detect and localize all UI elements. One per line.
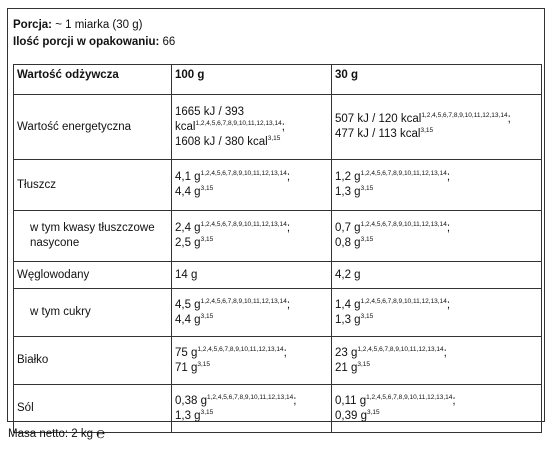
footnote-refs: 1,2,4,5,6,7,8,9,10,11,12,13,14 — [200, 221, 287, 228]
value-line — [175, 236, 328, 251]
footnote-refs: 1,2,4,5,6,7,8,9,10,11,12,13,14 — [360, 170, 447, 177]
footnote-refs: 1,2,4,5,6,7,8,9,10,11,12,13,14 — [421, 112, 508, 119]
value-line — [335, 361, 538, 376]
footnote-refs: 1,2,4,5,6,7,8,9,10,11,12,13,14 — [200, 297, 287, 305]
value-amount: 21 g — [335, 361, 358, 374]
value-amount: 4,5 g — [175, 298, 201, 311]
value-line — [175, 394, 328, 409]
value-per-100g — [172, 211, 332, 262]
value-per-30g — [332, 337, 542, 385]
value-amount: 14 g — [175, 268, 198, 281]
value-per-30g — [332, 95, 542, 160]
value-amount: 1608 kJ / 380 kcal — [175, 135, 268, 148]
net-mass-text: Masa netto: 2 kg — [8, 428, 94, 440]
value-per-100g — [172, 289, 332, 337]
value-line — [335, 170, 538, 185]
value-amount: 4,4 g — [175, 313, 201, 326]
value-separator: ; — [443, 346, 447, 359]
value-per-100g — [172, 95, 332, 160]
value-separator: ; — [507, 113, 511, 125]
value-amount: 0,38 g — [175, 394, 207, 407]
value-line — [175, 409, 328, 424]
value-line — [175, 298, 328, 313]
value-amount: 0,7 g — [335, 222, 361, 234]
nutrition-panel — [7, 8, 545, 422]
value-per-100g — [172, 385, 332, 433]
value-line — [175, 185, 328, 200]
value-per-30g — [332, 289, 542, 337]
value-amount: 507 kJ / 120 kcal — [335, 113, 422, 125]
estimated-e-icon: ℮ — [96, 425, 106, 442]
nutrient-name: Węglowodany — [14, 262, 172, 289]
value-amount: 75 g — [175, 346, 198, 359]
footnote-refs: 3,15 — [357, 360, 371, 368]
value-amount: 2,4 g — [175, 222, 201, 234]
value-per-100g — [172, 337, 332, 385]
header-per-100g: 100 g — [172, 65, 332, 95]
value-separator: ; — [452, 394, 456, 407]
value-amount: 23 g — [335, 346, 358, 359]
value-amount: 1,3 g — [335, 186, 361, 198]
footnote-refs: 1,2,4,5,6,7,8,9,10,11,12,13,14 — [195, 119, 282, 127]
header-nutrient: Wartość odżywcza — [14, 65, 172, 95]
value-amount: 4,4 g — [175, 186, 201, 198]
portion-label: Porcja: — [13, 19, 52, 31]
value-amount: 0,39 g — [335, 409, 367, 422]
table-row — [14, 337, 542, 385]
value-line — [175, 361, 328, 376]
value-amount: 1,4 g — [335, 298, 361, 311]
value-amount: 1,3 g — [335, 313, 361, 326]
value-line — [335, 221, 538, 236]
value-line — [175, 105, 328, 135]
value-separator: ; — [286, 222, 291, 234]
table-row — [14, 95, 542, 160]
value-per-30g — [332, 262, 542, 289]
value-line — [175, 313, 328, 328]
servings-count-label: Ilość porcji w opakowaniu: — [13, 36, 160, 48]
value-amount: 71 g — [175, 361, 198, 374]
value-line — [335, 394, 538, 409]
value-per-30g — [332, 385, 542, 433]
value-line — [335, 313, 538, 328]
footnote-refs: 1,2,4,5,6,7,8,9,10,11,12,13,14 — [197, 345, 284, 353]
footnote-refs: 1,2,4,5,6,7,8,9,10,11,12,13,14 — [360, 297, 447, 305]
value-per-100g — [172, 160, 332, 211]
table-row — [14, 262, 542, 289]
value-line — [335, 185, 538, 200]
footnote-refs: 1,2,4,5,6,7,8,9,10,11,12,13,14 — [206, 393, 294, 401]
footnote-refs: 3,15 — [200, 185, 214, 192]
nutrient-name: w tym kwasy tłuszczowe nasycone — [14, 211, 172, 262]
value-per-100g — [172, 262, 332, 289]
value-line — [335, 346, 538, 361]
table-row — [14, 289, 542, 337]
value-line — [175, 268, 328, 283]
value-line — [175, 346, 328, 361]
value-line — [335, 409, 538, 424]
nutrient-name: w tym cukry — [14, 289, 172, 337]
footnote-refs: 1,2,4,5,6,7,8,9,10,11,12,13,14 — [357, 345, 444, 353]
value-separator: ; — [446, 171, 451, 183]
value-separator: ; — [286, 171, 291, 183]
value-line — [175, 221, 328, 236]
footnote-refs: 3,15 — [200, 408, 214, 416]
footnote-refs: 3,15 — [360, 185, 374, 192]
table-row — [14, 160, 542, 211]
footnote-refs: 3,15 — [197, 360, 211, 368]
footnote-refs: 1,2,4,5,6,7,8,9,10,11,12,13,14 — [200, 170, 287, 177]
value-amount: 1665 kJ / 393 kcal — [175, 105, 245, 133]
footnote-refs: 3,15 — [420, 127, 434, 134]
nutrient-name: Sól — [14, 385, 172, 433]
value-line — [335, 298, 538, 313]
value-separator: ; — [293, 394, 297, 407]
value-amount: 2,5 g — [175, 237, 201, 249]
value-line — [335, 127, 538, 142]
value-separator: ; — [446, 298, 451, 311]
servings-count-line — [13, 34, 175, 51]
nutrient-name: Białko — [14, 337, 172, 385]
value-amount: 477 kJ / 113 kcal — [335, 128, 421, 140]
footnote-refs: 3,15 — [360, 236, 374, 243]
servings-count-value: 66 — [162, 36, 176, 48]
nutrient-name: Tłuszcz — [14, 160, 172, 211]
value-amount: 1,3 g — [175, 409, 201, 422]
value-line — [335, 236, 538, 251]
footnote-refs: 3,15 — [200, 312, 214, 320]
value-per-30g — [332, 160, 542, 211]
footnote-refs: 3,15 — [200, 236, 214, 243]
footnote-refs: 1,2,4,5,6,7,8,9,10,11,12,13,14 — [360, 221, 447, 228]
footnote-refs: 3,15 — [267, 134, 281, 142]
footnote-refs: 1,2,4,5,6,7,8,9,10,11,12,13,14 — [366, 393, 453, 401]
nutrition-table — [13, 64, 542, 433]
portion-value: ~ 1 miarka (30 g) — [55, 19, 143, 31]
value-amount: 1,2 g — [335, 171, 361, 183]
value-amount: 4,2 g — [335, 268, 361, 281]
net-mass — [8, 425, 105, 442]
portion-line — [13, 17, 175, 34]
value-separator: ; — [446, 222, 451, 234]
header-per-30g: 30 g — [332, 65, 542, 95]
footnote-refs: 3,15 — [366, 408, 380, 416]
value-separator: ; — [283, 346, 287, 359]
table-header-row — [14, 65, 542, 95]
value-amount: 0,8 g — [335, 237, 361, 249]
value-separator: ; — [286, 298, 291, 311]
value-amount: 0,11 g — [335, 394, 367, 407]
nutrient-name: Wartość energetyczna — [14, 95, 172, 160]
value-line — [335, 112, 538, 127]
value-line — [175, 135, 328, 150]
value-separator: ; — [281, 120, 285, 133]
value-amount: 4,1 g — [175, 171, 201, 183]
table-row — [14, 211, 542, 262]
value-line — [175, 170, 328, 185]
footnote-refs: 3,15 — [360, 312, 374, 320]
serving-info — [13, 17, 175, 51]
value-per-30g — [332, 211, 542, 262]
value-line — [335, 268, 538, 283]
